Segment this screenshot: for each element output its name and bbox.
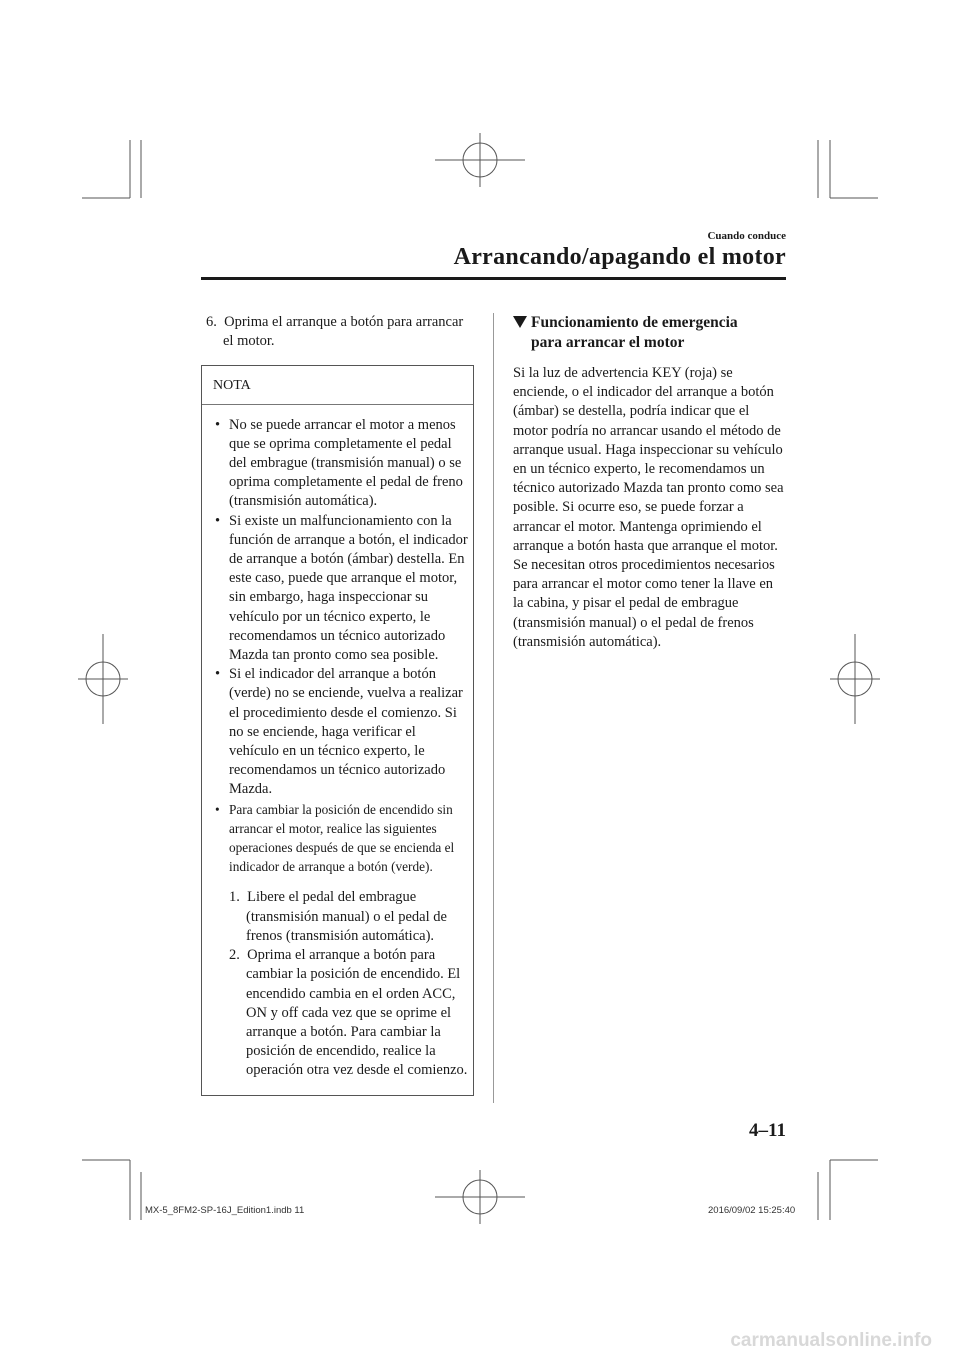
note-bullet-text: Si existe un malfuncionamiento con la función de arranque a botón, el indicador de arranque a botón (ámbar) destella. En este caso, puede que arranque el motor, sin embargo, haga inspeccionar su vehículo por un técnico experto, le recomendamos un técnico autorizado Mazda tan pronto como sea posible.	[229, 512, 468, 664]
substep-2	[224, 946, 469, 1080]
note-bullet-1	[212, 416, 469, 512]
watermark: carmanualsonline.info	[730, 1330, 932, 1351]
note-heading: NOTA	[202, 366, 473, 404]
triangle-down-icon	[513, 316, 527, 328]
step-6-number: 6.	[206, 314, 217, 330]
page-title: Arrancando/apagando el motor	[453, 244, 786, 270]
note-bullet-text: No se puede arrancar el motor a menos que se oprima completamente el pedal del embrague (transmisión manual) o se oprima completamente el pedal de freno (transmisión automática).	[229, 416, 463, 510]
substep-text: Libere el pedal del embrague (transmisión manual) o el pedal de frenos (transmisión automática).	[246, 889, 447, 944]
note-substeps	[224, 888, 469, 1080]
column-divider	[493, 313, 494, 1103]
footer-file-info: MX-5_8FM2-SP-16J_Edition1.indb 11	[145, 1205, 305, 1216]
bullet-dot: •	[215, 801, 220, 817]
note-body	[202, 405, 473, 1095]
emergency-heading-line1: Funcionamiento de emergencia	[531, 314, 738, 331]
substep-1	[224, 888, 469, 946]
emergency-heading-line2: para arrancar el motor	[531, 333, 685, 351]
right-column	[513, 313, 786, 652]
footer-timestamp: 2016/09/02 15:25:40	[708, 1205, 796, 1216]
title-rule	[201, 277, 786, 280]
bullet-dot: •	[215, 416, 221, 433]
note-bullet-text: Si el indicador del arranque a botón (verde) no se enciende, vuelva a realizar el procedimiento desde el comienzo. Si no se enciende, haga verificar el vehículo en un técnico experto, le recomendamos un técnico autorizado Mazda.	[229, 666, 463, 798]
note-box	[201, 365, 474, 1095]
note-bullet-3	[212, 665, 469, 799]
emergency-heading	[513, 313, 786, 352]
step-6	[201, 313, 474, 351]
substep-text: Oprima el arranque a botón para cambiar la posición de encendido. El encendido cambia en el orden ACC, ON y off cada vez que se oprime el arranque a botón. Para cambiar la posición de encendido, realice la operación otra vez desde el comienzo.	[246, 947, 468, 1079]
note-bullet-2	[212, 512, 469, 666]
substep-number: 1.	[229, 889, 240, 906]
substep-number: 2.	[229, 947, 240, 964]
note-bullet-text: Para cambiar la posición de encendido sin arrancar el motor, realice las siguientes operaciones después de que se encienda el indicador de arranque a botón (verde).	[229, 801, 455, 875]
page-number: 4–11	[749, 1120, 786, 1141]
bullet-dot: •	[215, 666, 221, 683]
note-bullet-4	[212, 800, 469, 877]
step-6-text: Oprima el arranque a botón para arrancar el motor.	[223, 314, 464, 350]
left-column	[201, 313, 474, 1096]
emergency-paragraph: Si la luz de advertencia KEY (roja) se enciende, o el indicador del arranque a botón (ámbar) se destella, podría indicar que el motor podría no arrancar usando el método de arranque usual. Haga inspeccionar su vehículo en un técnico experto, le recomendamos un técnico autorizado Mazda tan pronto como sea posible. Si ocurre eso, se puede forzar a arrancar el motor. Mantenga oprimiendo el arranque a botón hasta que arranque el motor. Se necesitan otros procedimientos necesarios para arrancar el motor como tener la llave en la cabina, y pisar el pedal de embrague (transmisión manual) o el pedal de frenos (transmisión automática).	[513, 365, 784, 650]
section-label: Cuando conduce	[707, 230, 786, 242]
bullet-dot: •	[215, 512, 221, 529]
